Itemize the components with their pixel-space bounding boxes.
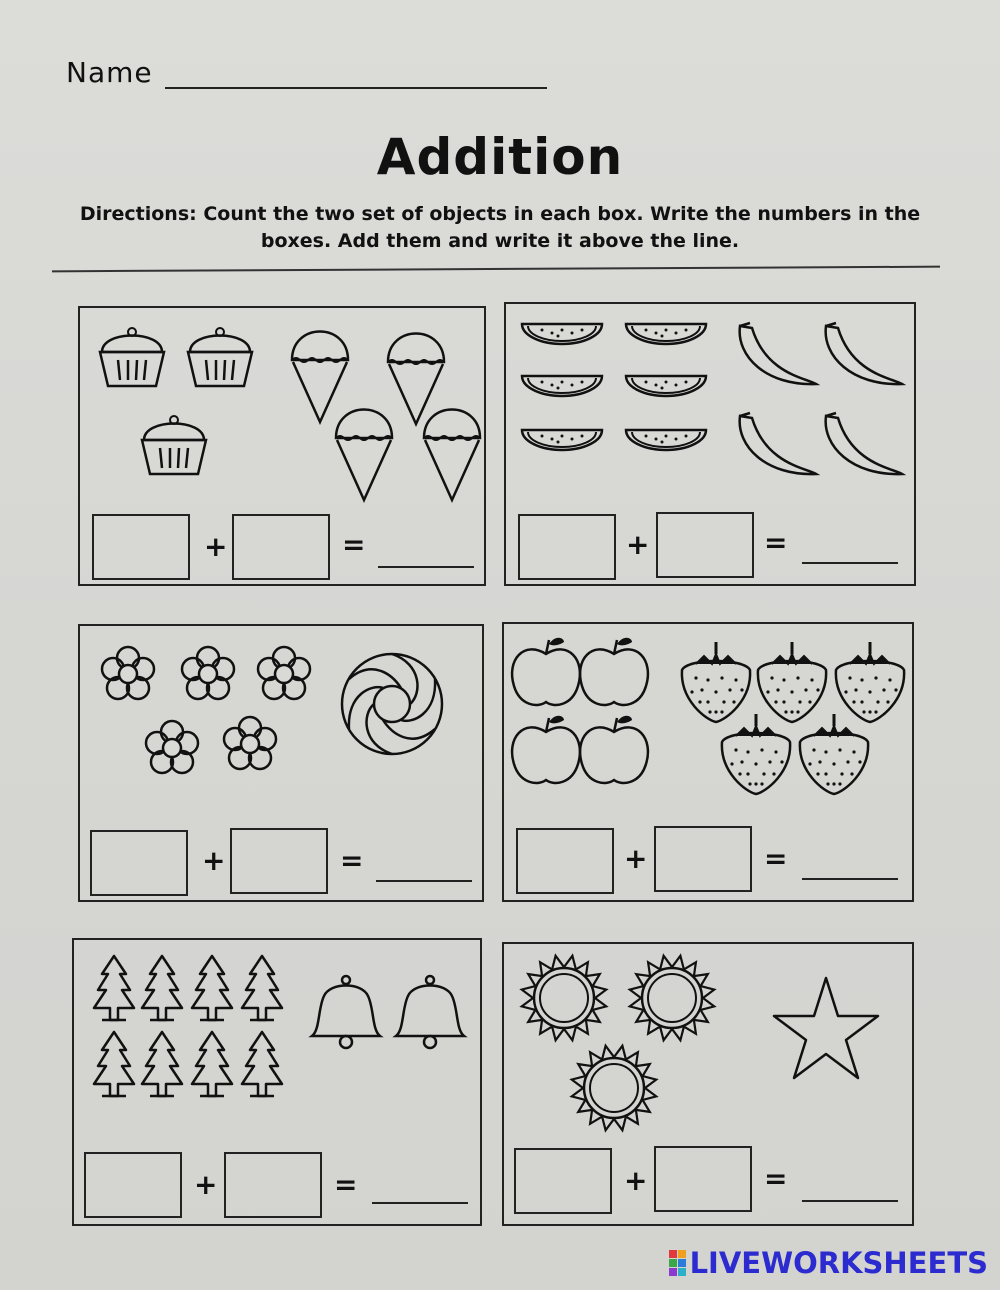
answer-line-5[interactable] (372, 1202, 468, 1204)
liveworksheets-mark-icon (669, 1250, 686, 1276)
equals-sign: = (334, 1168, 358, 1201)
plus-sign: + (624, 1164, 648, 1197)
problem-1-pictures (80, 308, 488, 508)
sun-2 (630, 956, 714, 1040)
answer-line-3[interactable] (376, 880, 472, 882)
answer-box-3a[interactable] (90, 830, 188, 896)
answer-box-5a[interactable] (84, 1152, 182, 1218)
sun-1 (522, 956, 606, 1040)
divider-line (52, 266, 940, 273)
answer-box-2b[interactable] (656, 512, 754, 578)
name-label: Name (66, 56, 153, 89)
answer-box-5b[interactable] (224, 1152, 322, 1218)
plus-sign: + (624, 842, 648, 875)
problem-panel-3 (78, 624, 484, 902)
brand-text: LIVEWORKSHEETS (689, 1246, 988, 1280)
sun-3 (572, 1046, 656, 1130)
logo-square (669, 1259, 677, 1267)
equals-sign: = (764, 526, 788, 559)
logo-square (669, 1268, 677, 1276)
logo-square (678, 1259, 686, 1267)
answer-line-4[interactable] (802, 878, 898, 880)
equals-sign: = (340, 844, 364, 877)
name-input-line[interactable] (165, 67, 547, 89)
answer-line-1[interactable] (378, 566, 474, 568)
plus-sign: + (202, 844, 226, 877)
name-row (66, 56, 547, 89)
logo-square (678, 1250, 686, 1258)
answer-line-2[interactable] (802, 562, 898, 564)
answer-box-4b[interactable] (654, 826, 752, 892)
answer-box-6a[interactable] (514, 1148, 612, 1214)
problem-3-pictures (80, 626, 486, 816)
problem-panel-5 (72, 938, 482, 1226)
answer-box-3b[interactable] (230, 828, 328, 894)
plus-sign: + (194, 1168, 218, 1201)
problem-panel-6 (502, 942, 914, 1226)
plus-sign: + (204, 530, 228, 563)
answer-box-6b[interactable] (654, 1146, 752, 1212)
directions-text: Directions: Count the two set of objects in each box. Write the numbers in the boxes. Add them and write it above the line. (79, 203, 921, 252)
answer-line-6[interactable] (802, 1200, 898, 1202)
problem-6-pictures (504, 944, 916, 1134)
problem-panel-1 (78, 306, 486, 586)
page-title: Addition (376, 128, 624, 186)
problem-2-pictures (506, 304, 918, 504)
answer-box-4a[interactable] (516, 828, 614, 894)
logo-square (669, 1250, 677, 1258)
problem-4-pictures (504, 624, 916, 814)
answer-box-2a[interactable] (518, 514, 616, 580)
answer-box-1a[interactable] (92, 514, 190, 580)
problem-panel-2 (504, 302, 916, 586)
problem-5-pictures (74, 940, 484, 1130)
plus-sign: + (626, 528, 650, 561)
problem-panel-4 (502, 622, 914, 902)
answer-box-1b[interactable] (232, 514, 330, 580)
liveworksheets-logo (669, 1246, 988, 1280)
equals-sign: = (764, 1162, 788, 1195)
logo-square (678, 1268, 686, 1276)
equals-sign: = (764, 842, 788, 875)
equals-sign: = (342, 528, 366, 561)
